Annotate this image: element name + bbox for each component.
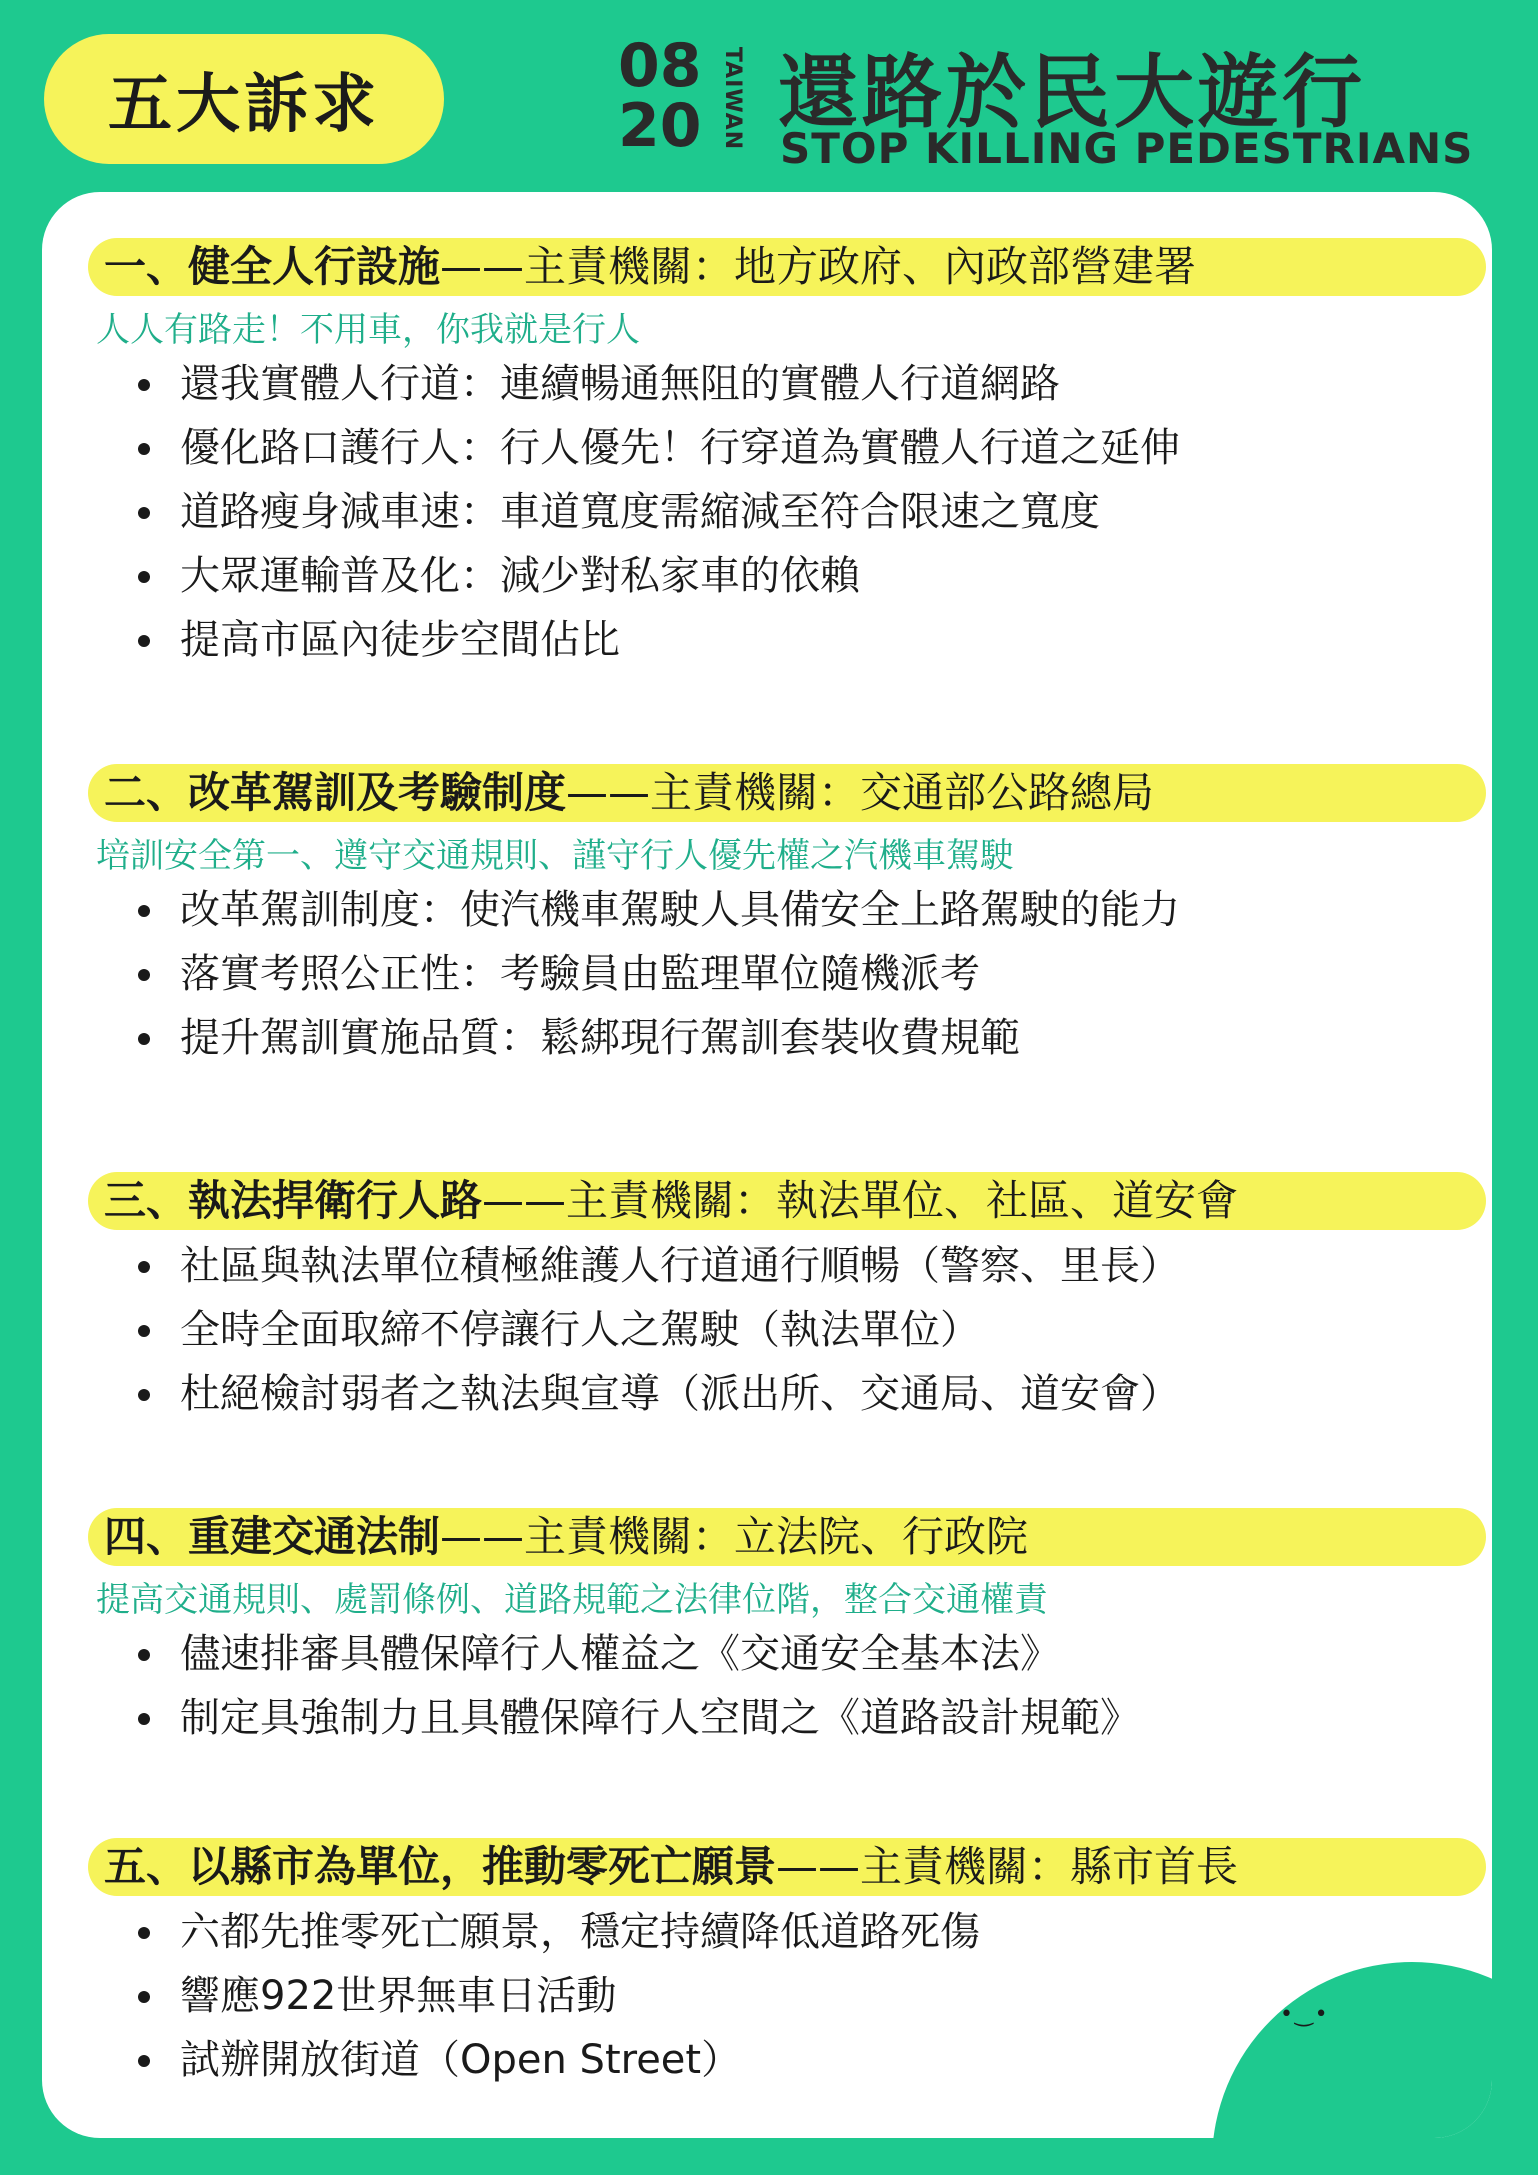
event-subtitle: STOP KILLING PEDESTRIANS	[780, 124, 1474, 173]
section-agency: ——主責機關：地方政府、內政部營建署	[440, 242, 1197, 291]
section-slogan: 人人有路走！不用車，你我就是行人	[96, 310, 640, 350]
list-item: 響應922世界無車日活動	[42, 1964, 980, 2028]
section-heading	[104, 1172, 1238, 1230]
list-item: 道路瘦身減車速：車道寬度需縮減至符合限速之寬度	[42, 480, 1180, 544]
section-heading	[104, 1508, 1028, 1566]
list-item: 社區與執法單位積極維護人行道通行順暢（警察、里長）	[42, 1234, 1180, 1298]
section-agency: ——主責機關：立法院、行政院	[440, 1512, 1029, 1561]
list-item: 制定具強制力且具體保障行人空間之《道路設計規範》	[42, 1686, 1140, 1750]
list-item: 優化路口護行人：行人優先！行穿道為實體人行道之延伸	[42, 416, 1180, 480]
section-agency: ——主責機關：交通部公路總局	[566, 768, 1155, 817]
list-item: 改革駕訓制度：使汽機車駕駛人具備安全上路駕駛的能力	[42, 878, 1180, 942]
list-item: 試辦開放街道（Open Street）	[42, 2028, 980, 2092]
mascot-face-icon: •‿•	[1280, 2002, 1330, 2027]
section-slogan: 提高交通規則、處罰條例、道路規範之法律位階，整合交通權責	[96, 1580, 1048, 1620]
list-item: 大眾運輸普及化：減少對私家車的依賴	[42, 544, 1180, 608]
demand-list	[42, 1234, 1180, 1426]
list-item: 杜絕檢討弱者之執法與宣導（派出所、交通局、道安會）	[42, 1362, 1180, 1426]
section-heading	[104, 238, 1196, 296]
demand-list	[42, 1900, 980, 2092]
demand-list	[42, 1622, 1140, 1750]
date-month: 08	[618, 31, 702, 101]
demands-card	[42, 192, 1492, 2138]
list-item: 落實考照公正性：考驗員由監理單位隨機派考	[42, 942, 1180, 1006]
country-label: TAIWAN	[720, 46, 746, 150]
list-item: 提升駕訓實施品質：鬆綁現行駕訓套裝收費規範	[42, 1006, 1180, 1070]
demands-badge: 五大訴求	[44, 34, 444, 164]
section-slogan: 培訓安全第一、遵守交通規則、謹守行人優先權之汽機車駕駛	[96, 836, 1014, 876]
section-title: 四、重建交通法制	[104, 1512, 441, 1561]
section-title: 三、執法捍衛行人路	[104, 1176, 483, 1225]
section-agency: ——主責機關：縣市首長	[776, 1842, 1239, 1891]
section-heading	[104, 1838, 1238, 1896]
section-heading	[104, 764, 1154, 822]
list-item: 全時全面取締不停讓行人之駕駛（執法單位）	[42, 1298, 1180, 1362]
section-title: 二、改革駕訓及考驗制度	[104, 768, 567, 817]
list-item: 儘速排審具體保障行人權益之《交通安全基本法》	[42, 1622, 1140, 1686]
mascot-blob	[1212, 1962, 1492, 2138]
event-date	[618, 31, 718, 161]
list-item: 提高市區內徒步空間佔比	[42, 608, 1180, 672]
demand-list	[42, 352, 1180, 672]
event-title: 還路於民大遊行	[778, 46, 1366, 139]
section-title: 一、健全人行設施	[104, 242, 441, 291]
demand-list	[42, 878, 1180, 1070]
section-agency: ——主責機關：執法單位、社區、道安會	[482, 1176, 1239, 1225]
section-title: 五、以縣市為單位，推動零死亡願景	[104, 1842, 777, 1891]
list-item: 六都先推零死亡願景，穩定持續降低道路死傷	[42, 1900, 980, 1964]
list-item: 還我實體人行道：連續暢通無阻的實體人行道網路	[42, 352, 1180, 416]
date-day: 20	[618, 91, 702, 161]
